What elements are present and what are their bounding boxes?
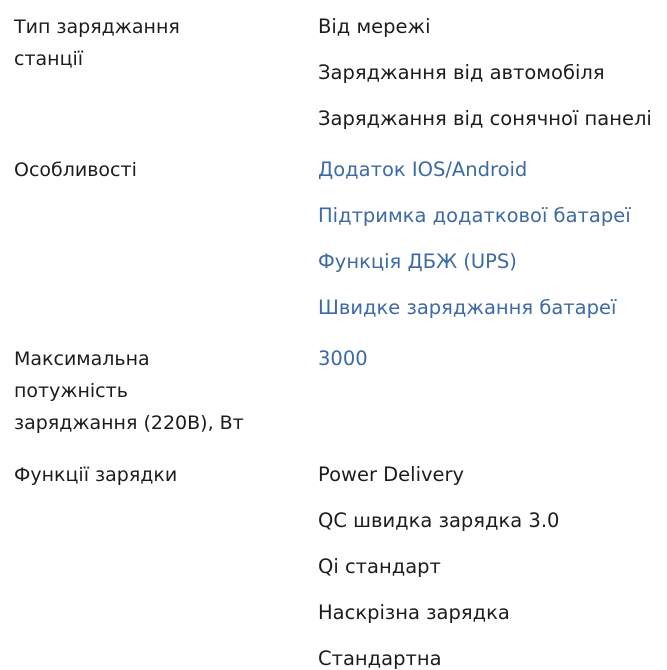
spec-value: Стандартна: [318, 647, 442, 670]
feature-link-fast-charging[interactable]: Швидке заряджання батареї: [318, 296, 617, 319]
spec-values: [318, 154, 667, 338]
feature-link-ups[interactable]: Функція ДБЖ (UPS): [318, 250, 517, 273]
spec-label: Максимальна потужність заряджання (220В), Вт: [14, 348, 244, 434]
spec-label: Функції зарядки: [14, 464, 178, 486]
spec-label: Особливості: [14, 159, 137, 181]
feature-link-app[interactable]: Додаток IOS/Android: [318, 158, 528, 181]
feature-link-extra-battery[interactable]: Підтримка додаткової батареї: [318, 204, 631, 227]
spec-value: Заряджання від сонячної панелі: [318, 107, 652, 130]
spec-value: Наскрізна зарядка: [318, 601, 510, 624]
spec-value: QC швидка зарядка 3.0: [318, 509, 560, 532]
spec-value: Power Delivery: [318, 463, 465, 486]
spec-value: Заряджання від автомобіля: [318, 61, 605, 84]
spec-values: [318, 459, 667, 670]
spec-value: Qi стандарт: [318, 555, 441, 578]
spec-values: [318, 343, 667, 389]
max-power-link[interactable]: 3000: [318, 347, 368, 370]
spec-label: Тип заряджання станції: [14, 16, 180, 70]
spec-values: [318, 11, 667, 149]
spec-value: Від мережі: [318, 15, 431, 38]
